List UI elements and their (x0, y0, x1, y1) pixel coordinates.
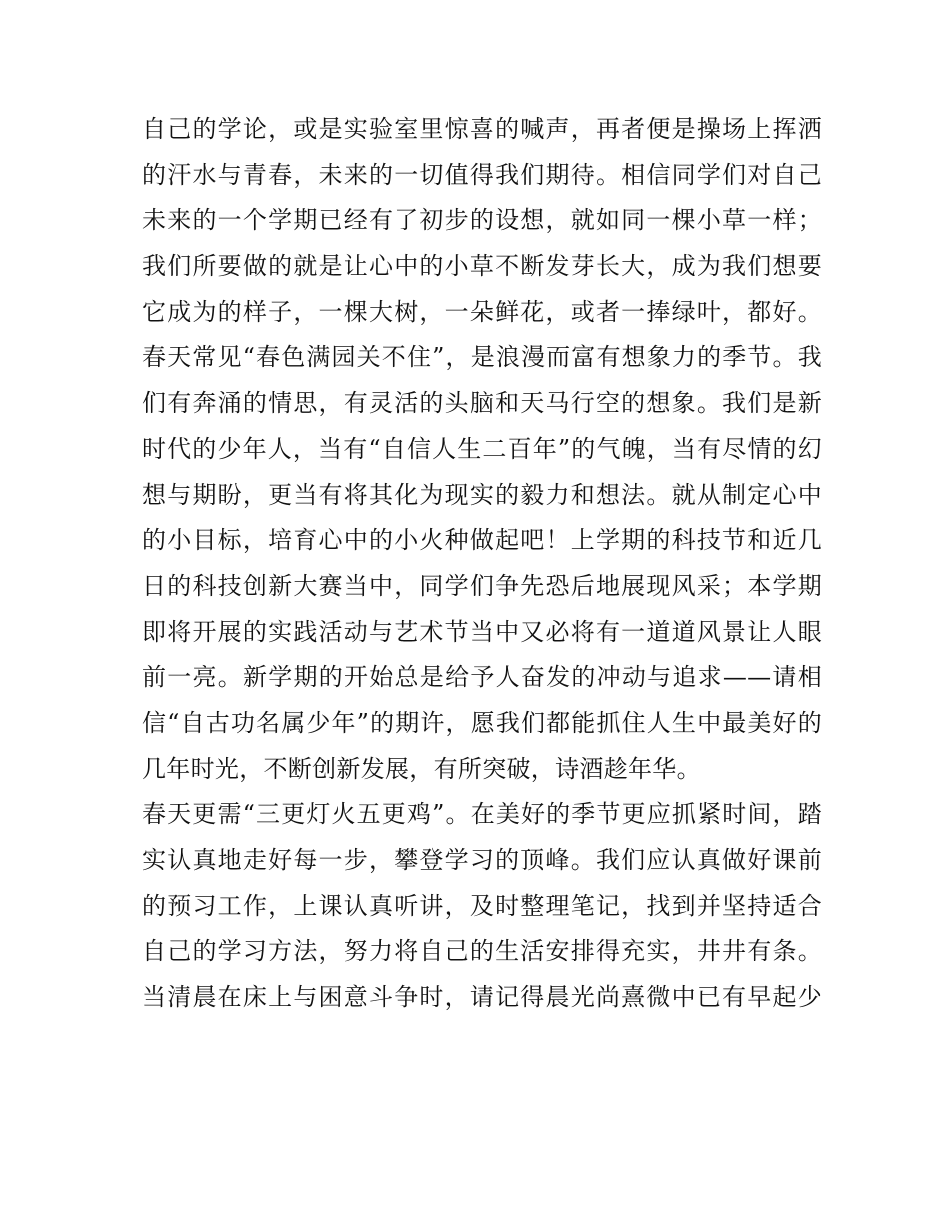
text-line: 未来的一个学期已经有了初步的设想，就如同一棵小草一样； (142, 206, 822, 235)
text-line: 几年时光，不断创新发展，有所突破，诗酒趁年华。 (142, 754, 701, 783)
text-line: 春天常见“春色满园关不住”，是浪漫而富有想象力的季节。我 (142, 343, 822, 372)
text-line: 的小目标，培育心中的小火种做起吧！上学期的科技节和近几 (142, 526, 822, 555)
text-line: 信“自古功名属少年”的期许，愿我们都能抓住人生中最美好的 (142, 708, 822, 737)
text-line: 实认真地走好每一步，攀登学习的顶峰。我们应认真做好课前 (142, 846, 822, 874)
text-line: 们有奔涌的情思，有灵活的头脑和天马行空的想象。我们是新 (142, 389, 822, 418)
text-line: 我们所要做的就是让心中的小草不断发芽长大，成为我们想要 (142, 252, 822, 281)
text-line: 即将开展的实践活动与艺术节当中又必将有一道道风景让人眼 (142, 617, 822, 646)
text-line: 它成为的样子，一棵大树，一朵鲜花，或者一捧绿叶，都好。 (142, 297, 822, 326)
text-line: 当清晨在床上与困意斗争时，请记得晨光尚熹微中已有早起少 (142, 983, 822, 1012)
text-line: 时代的少年人，当有“自信人生二百年”的气魄，当有尽情的幻 (142, 434, 822, 463)
text-line: 前一亮。新学期的开始总是给予人奋发的冲动与追求——请相 (142, 663, 822, 692)
text-line: 自己的学论，或是实验室里惊喜的喊声，再者便是操场上挥洒 (142, 115, 822, 143)
text-line: 的汗水与青春，未来的一切值得我们期待。相信同学们对自己 (142, 160, 822, 189)
text-line: 自己的学习方法，努力将自己的生活安排得充实，井井有条。 (142, 937, 822, 966)
text-line: 日的科技创新大赛当中，同学们争先恐后地展现风采；本学期 (142, 571, 822, 600)
text-line: 想与期盼，更当有将其化为现实的毅力和想法。就从制定心中 (142, 480, 822, 509)
text-line: 的预习工作，上课认真听讲，及时整理笔记，找到并坚持适合 (142, 891, 822, 920)
body-text (142, 107, 822, 1021)
text-line: 春天更需“三更灯火五更鸡”。在美好的季节更应抓紧时间，踏 (142, 800, 822, 829)
